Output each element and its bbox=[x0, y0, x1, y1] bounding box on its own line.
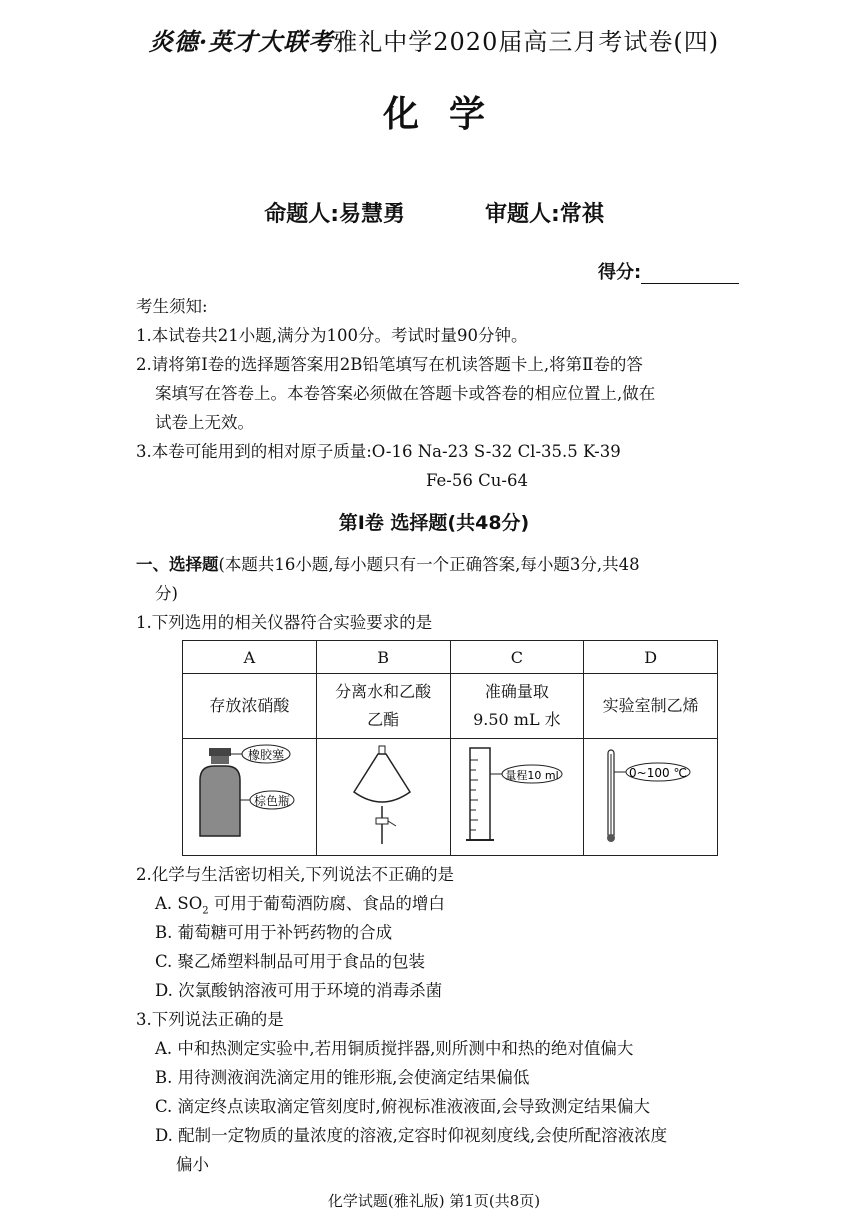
notice-item-2: 2.请将第Ⅰ卷的选择题答案用2B铅笔填写在机读答题卡上,将第Ⅱ卷的答 bbox=[136, 355, 643, 374]
q3-option-a: A. 中和热测定实验中,若用铜质搅拌器,则所测中和热的绝对值偏大 bbox=[155, 1039, 634, 1058]
part1-header bbox=[136, 550, 640, 579]
q1-task-a: 存放浓硝酸 bbox=[183, 674, 317, 739]
q2-stem: 2.化学与生活密切相关,下列说法不正确的是 bbox=[136, 865, 454, 884]
q1-stem: 1.下列选用的相关仪器符合实验要求的是 bbox=[136, 613, 433, 632]
label-bottle: 棕色瓶 bbox=[254, 794, 291, 808]
label-thermometer: 0~100 ℃ bbox=[628, 766, 687, 780]
part1-desc-cont: 分) bbox=[155, 584, 178, 603]
q2-option-a: A. $SO_2$ 可用于葡萄酒防腐、食品的增白 bbox=[155, 894, 445, 917]
page-footer: 化学试题(雅礼版) 第1页(共8页) bbox=[327, 1192, 541, 1210]
q1-header-c: C bbox=[450, 641, 584, 674]
q2-option-d: D. 次氯酸钠溶液可用于环境的消毒杀菌 bbox=[155, 981, 443, 1000]
notice-item-2-cont: 案填写在答卷上。本卷答案必须做在答题卡或答卷的相应位置上,做在 bbox=[155, 384, 656, 403]
setter: 命题人:易慧勇 bbox=[264, 202, 405, 227]
q1-image-a bbox=[183, 739, 317, 856]
q3-stem: 3.下列说法正确的是 bbox=[136, 1010, 284, 1029]
q3-option-d-cont: 偏小 bbox=[176, 1155, 209, 1174]
q3-option-c: C. 滴定终点读取滴定管刻度时,俯视标准液液面,会导致测定结果偏大 bbox=[155, 1097, 651, 1116]
part1-desc: (本题共16小题,每小题只有一个正确答案,每小题3分,共48 bbox=[218, 555, 640, 574]
separatory-funnel-icon bbox=[318, 740, 448, 850]
subject-title: 化学 bbox=[382, 94, 515, 135]
q1-header-d: D bbox=[584, 641, 718, 674]
q2-option-c: C. 聚乙烯塑料制品可用于食品的包装 bbox=[155, 952, 426, 971]
brown-bottle-icon bbox=[184, 740, 314, 850]
graduated-cylinder-icon bbox=[452, 740, 582, 850]
q3-option-d: D. 配制一定物质的量浓度的溶液,定容时仰视刻度线,会使所配溶液浓度 bbox=[155, 1126, 668, 1145]
q1-image-c bbox=[450, 739, 584, 856]
thermometer-icon bbox=[586, 740, 716, 850]
notice-heading: 考生须知: bbox=[136, 297, 208, 316]
notice-item-2-cont2: 试卷上无效。 bbox=[155, 413, 254, 432]
part1-label: 一、选择题 bbox=[136, 555, 219, 574]
exam-header bbox=[0, 22, 868, 57]
q1-task-b: 分离水和乙酸 乙酯 bbox=[316, 674, 450, 739]
q3-option-b: B. 用待测液润洗滴定用的锥形瓶,会使滴定结果偏低 bbox=[155, 1068, 530, 1087]
header-brand: 炎德·英才大联考 bbox=[148, 27, 334, 56]
q1-header-b: B bbox=[316, 641, 450, 674]
q1-task-c: 准确量取 9.50 mL 水 bbox=[450, 674, 584, 739]
label-cylinder: 量程10 ml bbox=[505, 769, 559, 782]
q1-image-d bbox=[584, 739, 718, 856]
notice-item-1: 1.本试卷共21小题,满分为100分。考试时量90分钟。 bbox=[136, 326, 528, 345]
notice-item-3-cont: Fe-56 Cu-64 bbox=[426, 471, 528, 490]
label-stopper: 橡胶塞 bbox=[248, 748, 285, 762]
score-label: 得分: bbox=[598, 262, 642, 283]
q1-header-a: A bbox=[183, 641, 317, 674]
authors bbox=[0, 197, 868, 228]
score-blank[interactable] bbox=[641, 265, 739, 284]
q1-table bbox=[182, 640, 718, 856]
notice-item-3: 3.本卷可能用到的相对原子质量:O-16 Na-23 S-32 Cl-35.5 K-39 bbox=[136, 442, 621, 461]
score-field bbox=[598, 258, 739, 284]
header-title: 雅礼中学2020届高三月考试卷(四) bbox=[333, 28, 720, 56]
q1-image-b bbox=[316, 739, 450, 856]
q2-option-b: B. 葡萄糖可用于补钙药物的合成 bbox=[155, 923, 393, 942]
q1-task-d: 实验室制乙烯 bbox=[584, 674, 718, 739]
section-title: 第Ⅰ卷 选择题(共48分) bbox=[338, 512, 530, 534]
reviewer: 审题人:常祺 bbox=[485, 202, 604, 227]
